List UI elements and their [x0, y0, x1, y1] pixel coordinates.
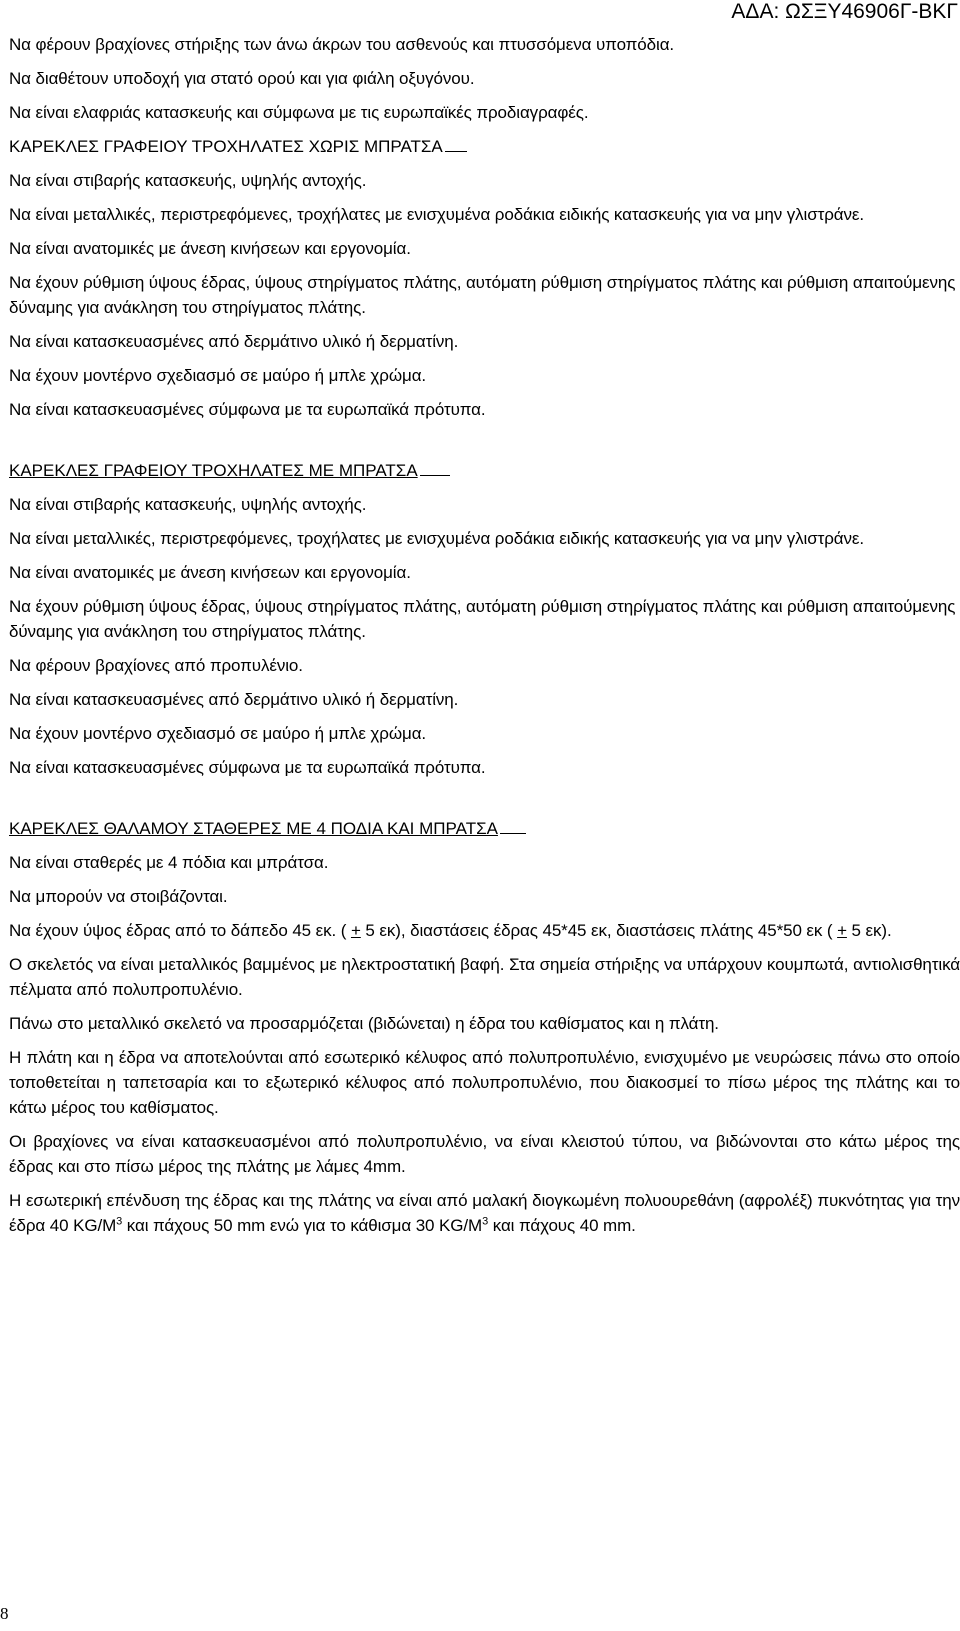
- section3-item: Οι βραχίονες να είναι κατασκευασμένοι από πολυπροπυλένιο, να είναι κλειστού τύπου, να βιδώνονται στο κάτω μέρος της έδρας και στο πίσω μέρος της πλάτης με λάμες 4mm.: [9, 1132, 960, 1176]
- document-body: [9, 32, 960, 1247]
- section1-title: ΚΑΡΕΚΛΕΣ ΓΡΑΦΕΙΟΥ ΤΡΟΧΗΛΑΤΕΣ ΧΩΡΙΣ ΜΠΡΑΤΣΑ: [9, 134, 467, 159]
- section1-item: Να έχουν ρύθμιση ύψους έδρας, ύψους στηρίγματος πλάτης, αυτόματη ρύθμιση στηρίγματος πλάτης και ρύθμιση απαιτούμενης δύναμης για ανάκληση του στηρίγματος πλάτης.: [9, 273, 956, 317]
- page-number: 8: [0, 1604, 9, 1623]
- section3-item: Η εσωτερική επένδυση της έδρας και της πλάτης να είναι από μαλακή διογκωμένη πολυουρεθάνη (αφρολέξ) πυκνότητας για την έδρα 40 $KG/M^3$ και πάχους 50 mm ενώ για το κάθισμα 30 $KG/M^3$ και πάχους 40 mm.: [9, 1191, 960, 1235]
- section2-item: Να είναι μεταλλικές, περιστρεφόμενες, τροχήλατες με ενισχυμένα ροδάκια ειδικής κατασκευής για να μην γλιστράνε.: [9, 529, 865, 548]
- section2-title: ΚΑΡΕΚΛΕΣ ΓΡΑΦΕΙΟΥ ΤΡΟΧΗΛΑΤΕΣ ΜΕ ΜΠΡΑΤΣΑ: [9, 458, 450, 483]
- section3-item: Η πλάτη και η έδρα να αποτελούνται από εσωτερικό κέλυφος από πολυπροπυλένιο, ενισχυμένο με νευρώσεις πάνω στο οποίο τοποθετείται η ταπετσαρία και το εξωτερικό κέλυφος από πολυπροπυλένιο, που διακοσμεί το πίσω μέρος της πλάτης και το κάτω μέρος του καθίσματος.: [9, 1048, 960, 1117]
- section2-item: Να έχουν ρύθμιση ύψους έδρας, ύψους στηρίγματος πλάτης, αυτόματη ρύθμιση στηρίγματος πλάτης και ρύθμιση απαιτούμενης δύναμης για ανάκληση του στηρίγματος πλάτης.: [9, 597, 956, 641]
- section2-item: Να είναι κατασκευασμένες σύμφωνα με τα ευρωπαϊκά πρότυπα.: [9, 758, 486, 777]
- section2-item: Να είναι ανατομικές με άνεση κινήσεων και εργονομία.: [9, 563, 411, 582]
- section1-item: Να είναι κατασκευασμένες από δερμάτινο υλικό ή δερματίνη.: [9, 332, 459, 351]
- section1-item: Να είναι μεταλλικές, περιστρεφόμενες, τροχήλατες με ενισχυμένα ροδάκια ειδικής κατασκευής για να μην γλιστράνε.: [9, 205, 865, 224]
- intro-line: Να φέρουν βραχίονες στήριξης των άνω άκρων του ασθενούς και πτυσσόμενα υποπόδια.: [9, 35, 675, 54]
- section2-item: Να είναι στιβαρής κατασκευής, υψηλής αντοχής.: [9, 495, 367, 514]
- section2-item: Να φέρουν βραχίονες από προπυλένιο.: [9, 656, 303, 675]
- section3-item: Να είναι σταθερές με 4 πόδια και μπράτσα.: [9, 853, 329, 872]
- section2-item: Να έχουν μοντέρνο σχεδιασμό σε μαύρο ή μπλε χρώμα.: [9, 724, 427, 743]
- section1-item: Να έχουν μοντέρνο σχεδιασμό σε μαύρο ή μπλε χρώμα.: [9, 366, 427, 385]
- intro-line: Να διαθέτουν υποδοχή για στατό ορού και για φιάλη οξυγόνου.: [9, 69, 475, 88]
- section3-item: Να μπορούν να στοιβάζονται.: [9, 887, 228, 906]
- superscript: 3: [482, 1215, 489, 1228]
- section3-item: Ο σκελετός να είναι μεταλλικός βαμμένος με ηλεκτροστατική βαφή. Στα σημεία στήριξης να υπάρχουν κουμπωτά, αντιολισθητικά πέλματα από πολυπροπυλένιο.: [9, 955, 960, 999]
- intro-line: Να είναι ελαφριάς κατασκευής και σύμφωνα με τις ευρωπαϊκές προδιαγραφές.: [9, 103, 589, 122]
- superscript: 3: [116, 1215, 123, 1228]
- section3-title: ΚΑΡΕΚΛΕΣ ΘΑΛΑΜΟΥ ΣΤΑΘΕΡΕΣ ΜΕ 4 ΠΟΔΙΑ ΚΑΙ ΜΠΡΑΤΣΑ: [9, 816, 526, 841]
- section3-item: Να έχουν ύψος έδρας από το δάπεδο 45 εκ. ( + 5 εκ), διαστάσεις έδρας 45*45 εκ, διαστάσεις πλάτης 45*50 εκ ( + 5 εκ).: [9, 921, 892, 940]
- section2-item: Να είναι κατασκευασμένες από δερμάτινο υλικό ή δερματίνη.: [9, 690, 459, 709]
- plus-minus-mark: +: [837, 921, 847, 940]
- section1-item: Να είναι ανατομικές με άνεση κινήσεων και εργονομία.: [9, 239, 411, 258]
- section1-item: Να είναι στιβαρής κατασκευής, υψηλής αντοχής.: [9, 171, 367, 190]
- section3-item: Πάνω στο μεταλλικό σκελετό να προσαρμόζεται (βιδώνεται) η έδρα του καθίσματος και η πλάτη.: [9, 1014, 719, 1033]
- section1-item: Να είναι κατασκευασμένες σύμφωνα με τα ευρωπαϊκά πρότυπα.: [9, 400, 486, 419]
- plus-minus-mark: +: [350, 921, 361, 940]
- ada-code: ΑΔΑ: ΩΣΞΥ46906Γ-ΒΚΓ: [731, 0, 958, 23]
